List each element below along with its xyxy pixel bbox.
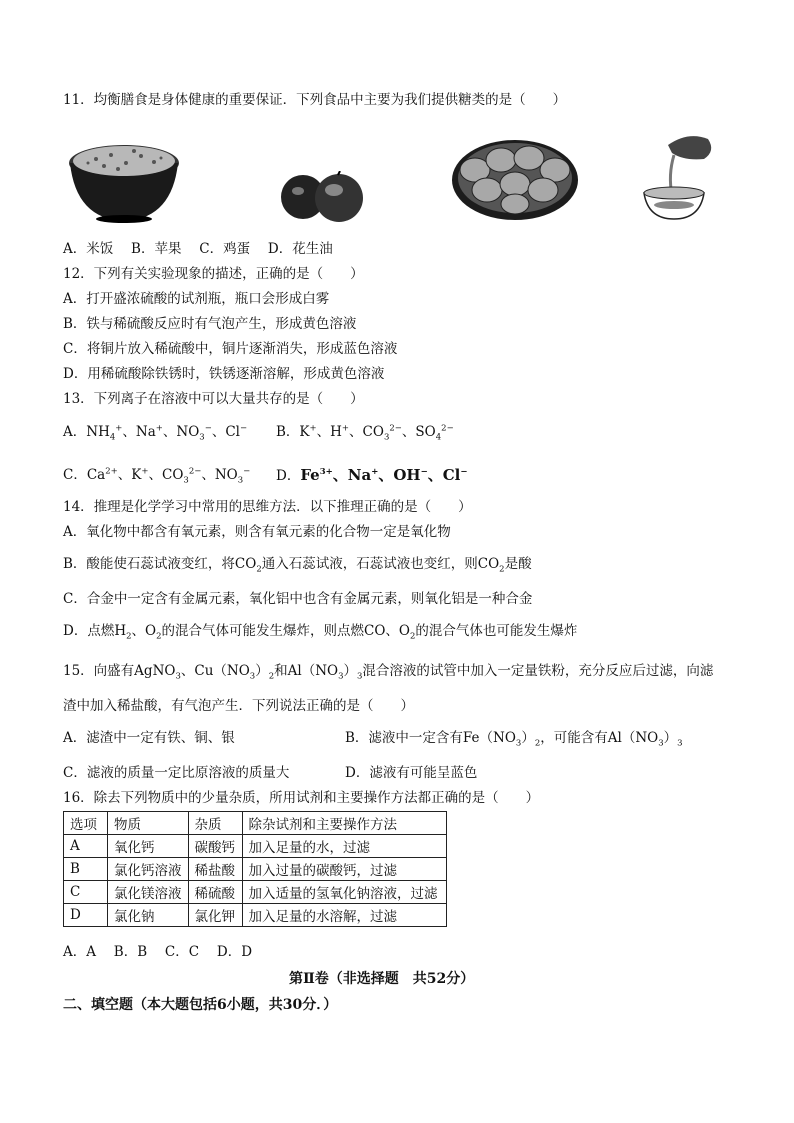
table-cell: 加入过量的碳酸钙，过滤 [242, 858, 446, 881]
table-cell: C [64, 881, 108, 904]
table-row [64, 881, 447, 904]
q14-stem: 14．推理是化学学习中常用的思维方法．以下推理正确的是（ ） [63, 499, 472, 515]
q15-stem-line1: 15．向盛有AgNO$_3$、$Cu(NO_3)_2$和$Al(NO_3)_3$混合溶液的试管中加入一定量铁粉，充分反应后过滤，向滤 [63, 663, 714, 682]
q13-option-b: B．K+、H+、$CO_3^{2-}$、$SO_4^{2-}$ [276, 423, 454, 443]
q16-table [63, 811, 447, 927]
table-row [64, 835, 447, 858]
table-header-cell: 杂质 [188, 812, 242, 835]
q15-option-d: D．滤液有可能呈蓝色 [345, 765, 478, 781]
table-cell: 加入足量的水，过滤 [242, 835, 446, 858]
q13-option-a: A．$NH_4^+$、Na+、$NO_3^-$、Cl− [63, 423, 248, 443]
q14-option-a: A．氧化物中都含有氧元素，则含有氧元素的化合物一定是氧化物 [63, 524, 451, 540]
q12-stem: 12．下列有关实验现象的描述，正确的是（ ） [63, 266, 364, 282]
q16-stem: 16．除去下列物质中的少量杂质，所用试剂和主要操作方法都正确的是（ ） [63, 790, 540, 806]
table-cell: A [64, 835, 108, 858]
q11-options: A．米饭 B．苹果 C．鸡蛋 D．花生油 [63, 241, 333, 257]
table-cell: 氯化镁溶液 [108, 881, 189, 904]
table-header-cell: 除杂试剂和主要操作方法 [242, 812, 446, 835]
table-header-cell: 物质 [108, 812, 189, 835]
q14-option-b: B．酸能使石蕊试液变红，将$CO_2$通入石蕊试液，石蕊试液也变红，则$CO_2$是酸 [63, 556, 532, 575]
q13-option-c: C．$Ca^{2+}$、K+、$CO_3^{2-}$、$NO_3^-$ [63, 466, 251, 486]
table-cell: 加入足量的水溶解，过滤 [242, 904, 446, 927]
q15-option-b: B．滤液中一定含有$Fe(NO_3)_2$，可能含有$Al(NO_3)_3$ [345, 730, 683, 749]
q15-option-a: A．滤渣中一定有铁、铜、银 [63, 730, 235, 746]
table-cell: 碳酸钙 [188, 835, 242, 858]
q13-option-d: D．$Fe^{3+}$、Na+、OH−、Cl− [276, 466, 468, 484]
table-row [64, 858, 447, 881]
q15-stem-line2: 渣中加入稀盐酸，有气泡产生．下列说法正确的是（ ） [63, 698, 414, 714]
table-cell: B [64, 858, 108, 881]
q12-option-c: C．将铜片放入稀硫酸中，铜片逐渐消失，形成蓝色溶液 [63, 341, 398, 357]
table-cell: 稀硫酸 [188, 881, 242, 904]
table-header-cell: 选项 [64, 812, 108, 835]
part-two-heading: 第Ⅱ卷（非选择题 共52分） [289, 971, 475, 987]
apples-image [276, 171, 368, 223]
peanut-oil-image [638, 131, 718, 223]
q12-option-a: A．打开盛浓硫酸的试剂瓶，瓶口会形成白雾 [63, 291, 330, 307]
q14-option-c: C．合金中一定含有金属元素，氧化铝中也含有金属元素，则氧化铝是一种合金 [63, 591, 533, 607]
table-cell: D [64, 904, 108, 927]
q12-option-b: B．铁与稀硫酸反应时有气泡产生，形成黄色溶液 [63, 316, 357, 332]
table-cell: 氯化钾 [188, 904, 242, 927]
table-cell: 氧化钙 [108, 835, 189, 858]
eggs-plate-image [449, 126, 581, 222]
q12-option-d: D．用稀硫酸除铁锈时，铁锈逐渐溶解，形成黄色溶液 [63, 366, 385, 382]
q11-stem: 11．均衡膳食是身体健康的重要保证．下列食品中主要为我们提供糖类的是（ ） [63, 92, 567, 108]
table-cell: 氯化钠 [108, 904, 189, 927]
table-cell: 氯化钙溶液 [108, 858, 189, 881]
table-header-row [64, 812, 447, 835]
rice-bowl-image [66, 139, 182, 225]
section-two-heading: 二、填空题（本大题包括6小题，共30分．） [63, 997, 338, 1013]
q14-option-d: D．点燃$H_2$、$O_2$的混合气体可能发生爆炸，则点燃CO、$O_2$的混合气体也可能发生爆炸 [63, 623, 578, 642]
table-cell: 加入适量的氢氧化钠溶液，过滤 [242, 881, 446, 904]
q13-stem: 13．下列离子在溶液中可以大量共存的是（ ） [63, 391, 364, 407]
table-cell: 稀盐酸 [188, 858, 242, 881]
q16-options: A．A B．B C．C D．D [63, 944, 253, 960]
q15-option-c: C．滤液的质量一定比原溶液的质量大 [63, 765, 290, 781]
table-row [64, 904, 447, 927]
